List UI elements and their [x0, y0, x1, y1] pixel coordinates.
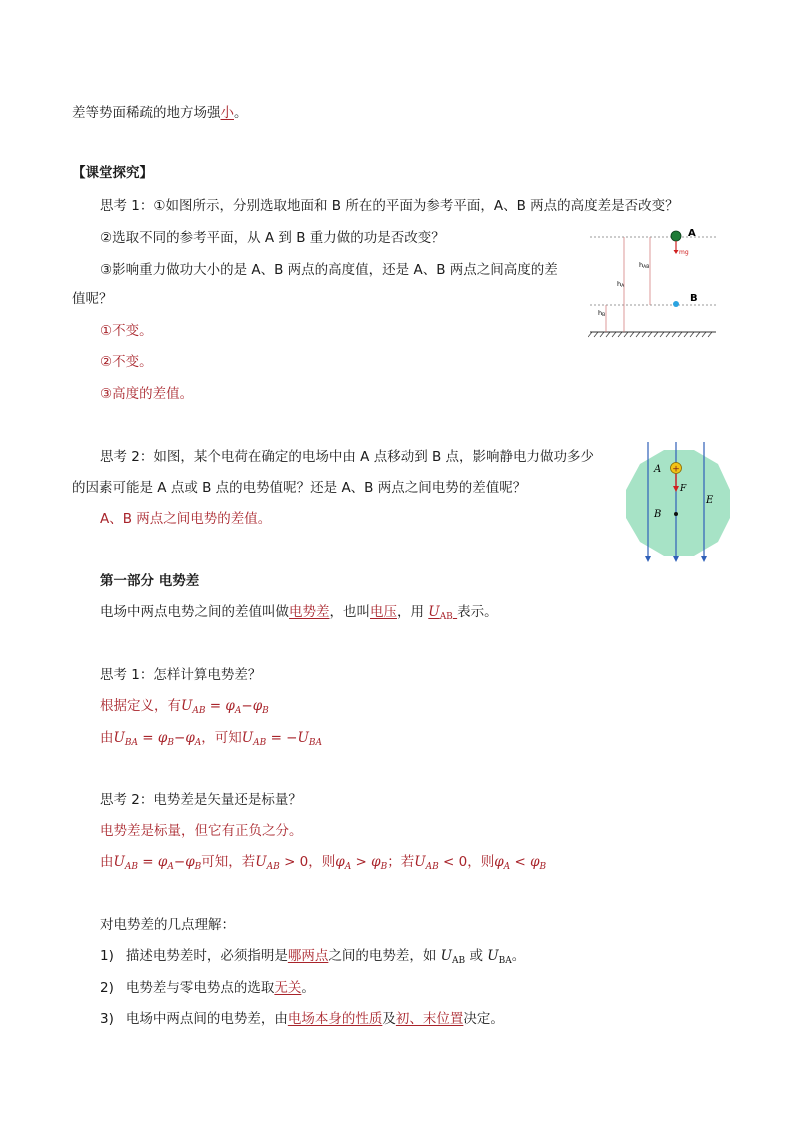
- label-e: E: [706, 495, 714, 506]
- mg-label: mg: [679, 249, 689, 256]
- label-f: F: [680, 484, 687, 494]
- calc-answer-2: 由$U_{BA} = \varphi_B-\varphi_A$，可知$U_{AB} = -U_{BA}$: [100, 730, 323, 748]
- label-b: B: [690, 293, 698, 304]
- scalar-question: 思考 2：电势差是矢量还是标量？: [100, 792, 302, 808]
- scalar-answer-2: 由$U_{AB} = \varphi_A-\varphi_B$可知，若$U_{AB} > 0$，则$\varphi_A > \varphi_B$；若$U_{AB} < 0$，则$\varphi_A < \varphi_B$: [100, 854, 547, 872]
- calc-answer-1: 根据定义，有$U_{AB} = \varphi_A-\varphi_B$: [100, 698, 269, 716]
- label-a: A: [654, 464, 662, 475]
- think1-q3b: 值呢？: [72, 291, 113, 307]
- h-a-label: hA: [617, 280, 625, 289]
- understand-item-2: 2) 电势差与零电势点的选取无关。: [100, 980, 315, 996]
- think1-q3a: ③影响重力做功大小的是 A、B 两点的高度值，还是 A、B 两点之间高度的差: [100, 262, 558, 278]
- think1-answer-1: ①不变。: [100, 323, 153, 339]
- think2-answer: A、B 两点之间电势的差值。: [100, 511, 272, 527]
- height-diagram: [588, 222, 718, 342]
- understand-item-1: 1) 描述电势差时，必须指明是哪两点之间的电势差，如 $U_{AB}$ 或 $U_{BA}$。: [100, 948, 526, 966]
- think1-q2: ②选取不同的参考平面，从 A 到 B 重力做的功是否改变？: [100, 230, 445, 246]
- ball-b: [673, 301, 679, 307]
- understand-item-3: 3) 电场中两点间的电势差，由电场本身的性质及初、末位置决定。: [100, 1011, 504, 1027]
- think2-line1: 思考 2：如图，某个电荷在确定的电场中由 A 点移动到 B 点，影响静电力做功多少: [100, 449, 595, 465]
- part1-title: 第一部分 电势差: [100, 573, 200, 589]
- intro-line: 差等势面稀疏的地方场强小。: [72, 105, 248, 121]
- calc-question: 思考 1：怎样计算电势差？: [100, 667, 262, 683]
- point-b: [674, 512, 678, 516]
- electric-field-diagram: [620, 440, 736, 564]
- think1-answer-2: ②不变。: [100, 354, 153, 370]
- charge-sign: +: [672, 464, 680, 475]
- understand-title: 对电势差的几点理解：: [100, 917, 235, 933]
- section-title: 【课堂探究】: [72, 165, 153, 181]
- think1-answer-3: ③高度的差值。: [100, 386, 194, 402]
- label-a: A: [688, 228, 696, 239]
- h-ab-label: hAB: [639, 261, 650, 270]
- ground-hatch: [588, 332, 712, 337]
- think1-q1: 思考 1：①如图所示，分别选取地面和 B 所在的平面为参考平面，A、B 两点的高度差是否改变？: [100, 198, 679, 214]
- scalar-answer-1: 电势差是标量，但它有正负之分。: [100, 823, 303, 839]
- think2-line2: 的因素可能是 A 点或 B 点的电势值呢？还是 A、B 两点之间电势的差值呢？: [72, 480, 527, 496]
- label-b: B: [654, 509, 662, 520]
- part1-definition: 电场中两点电势之间的差值叫做电势差，也叫电压，用 $U_{AB}$ 表示。: [100, 604, 498, 622]
- h-b-label: hB: [598, 309, 606, 318]
- ball-a: [671, 231, 681, 241]
